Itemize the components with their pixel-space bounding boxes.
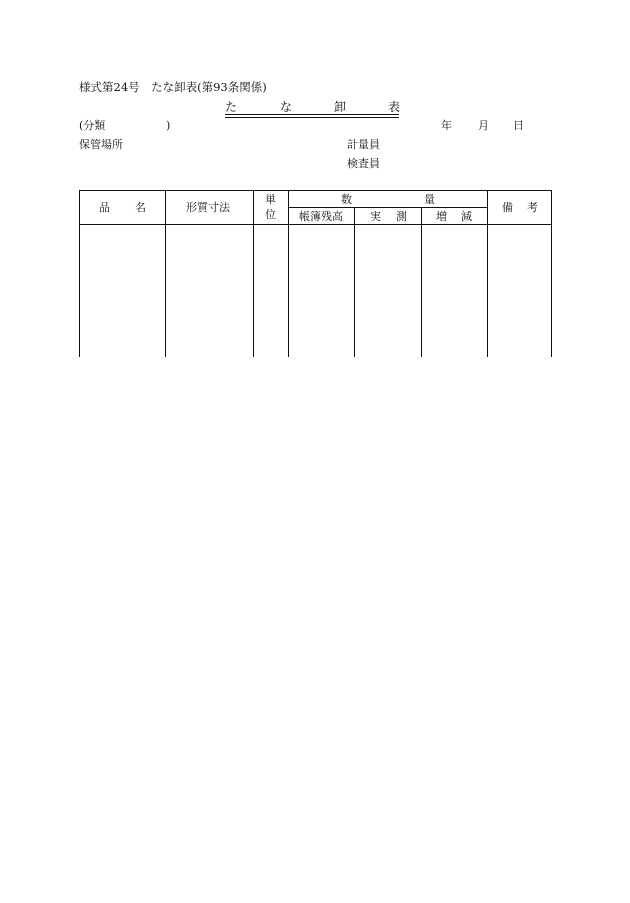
header-quantity-1: 数: [341, 193, 352, 206]
title-underline-bottom: [225, 117, 399, 118]
header-unit-2: 位: [265, 208, 276, 221]
header-change-1: 増: [436, 210, 447, 223]
col-divider-7: [487, 190, 488, 357]
header-remarks-2: 考: [527, 201, 538, 214]
form-number: 様式第24号 たな卸表(第93条関係): [79, 80, 267, 94]
title-underline-top: [225, 114, 399, 115]
classification-close-paren: ): [166, 119, 171, 132]
col-divider-3: [288, 190, 289, 357]
header-item-name-2: 名: [135, 201, 146, 214]
col-divider-4: [354, 207, 355, 357]
header-bottom-border: [79, 224, 552, 225]
header-unit-1: 単: [265, 193, 276, 206]
title-char-3: 卸: [334, 100, 347, 114]
col-divider-1: [165, 190, 166, 357]
date-day-label: 日: [513, 119, 524, 132]
date-month-label: 月: [478, 119, 489, 132]
header-quantity-2: 量: [424, 193, 435, 206]
header-change-2: 減: [461, 210, 472, 223]
header-quality-size: 形質寸法: [186, 201, 230, 214]
header-actual-1: 実: [370, 210, 381, 223]
table-left-border: [79, 190, 80, 357]
table-right-border: [551, 190, 552, 357]
header-actual-2: 測: [396, 210, 407, 223]
measurer-label: 計量員: [347, 138, 380, 151]
col-divider-2: [253, 190, 254, 357]
quantity-subheader-divider: [288, 207, 488, 208]
inspector-label: 検査員: [347, 157, 380, 170]
title-char-4: 表: [388, 100, 401, 114]
header-remarks-1: 備: [502, 201, 513, 214]
header-book-balance: 帳簿残高: [299, 210, 343, 223]
storage-location-label: 保管場所: [79, 138, 123, 151]
table-top-border: [79, 190, 552, 191]
document-title: [225, 101, 399, 117]
header-item-name-1: 品: [99, 201, 110, 214]
date-year-label: 年: [441, 119, 452, 132]
col-divider-5: [421, 207, 422, 357]
title-char-2: な: [280, 100, 293, 114]
title-char-1: た: [225, 100, 238, 114]
classification-label: (分類: [79, 119, 106, 132]
